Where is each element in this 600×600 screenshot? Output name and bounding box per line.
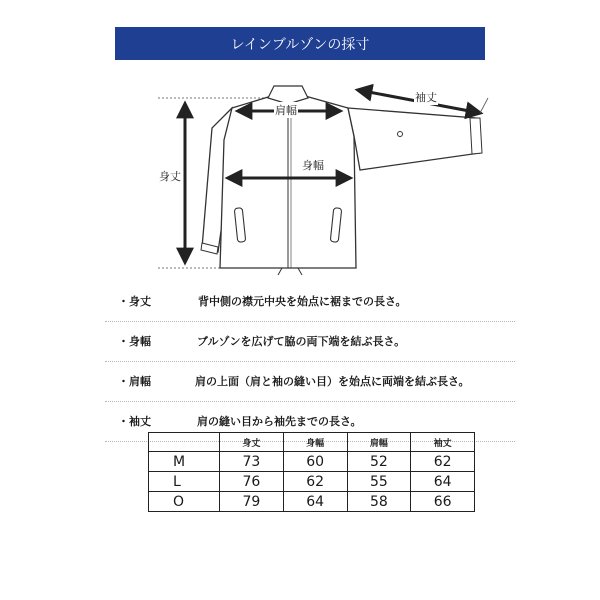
table-cell: 66 (411, 492, 475, 512)
table-cell: 55 (347, 472, 411, 492)
title-banner (115, 27, 485, 60)
length-label: 身丈 (159, 170, 181, 183)
size-label: O (149, 492, 220, 512)
table-cell: 73 (220, 452, 284, 472)
chest-label: 身幅 (302, 159, 324, 172)
table-header-row (149, 433, 475, 452)
table-header-cell (149, 433, 220, 452)
table-cell: 64 (283, 492, 347, 512)
right-cuff (470, 118, 482, 154)
definition-text: 背中側の襟元中央を始点に裾までの長さ。 (198, 295, 407, 308)
table-row (149, 472, 475, 492)
jacket-illustration (150, 78, 500, 278)
definition-text: ブルゾンを広げて脇の両下端を結ぶ長さ。 (197, 335, 406, 348)
table-header-cell: 身幅 (283, 433, 347, 452)
definition-row (105, 322, 515, 362)
definition-text: 肩の上面（肩と袖の縫い目）を始点に両端を結ぶ長さ。 (195, 375, 470, 388)
table-row (149, 452, 475, 472)
size-table (148, 432, 475, 512)
table-cell: 58 (347, 492, 411, 512)
table-header-cell: 袖丈 (411, 433, 475, 452)
table-cell: 79 (220, 492, 284, 512)
right-sleeve (348, 108, 480, 170)
definition-row (105, 282, 515, 322)
drawstring (278, 268, 282, 275)
size-label: M (149, 452, 220, 472)
size-label: L (149, 472, 220, 492)
table-row (149, 492, 475, 512)
definition-term: ・身幅 (118, 335, 151, 348)
table-header-cell: 肩幅 (347, 433, 411, 452)
definition-text: 肩の縫い目から袖先までの長さ。 (197, 415, 362, 428)
definition-term: ・身丈 (118, 295, 151, 308)
shoulder-label: 肩幅 (275, 104, 297, 117)
sleeve-guide (480, 98, 488, 113)
definition-row (105, 362, 515, 402)
table-cell: 64 (411, 472, 475, 492)
table-cell: 62 (411, 452, 475, 472)
table-cell: 62 (283, 472, 347, 492)
table-cell: 76 (220, 472, 284, 492)
definition-term: ・袖丈 (118, 415, 151, 428)
page-title: レインブルゾンの採寸 (230, 36, 370, 53)
sleeve-label: 袖丈 (415, 91, 437, 104)
measurement-definitions (105, 282, 515, 442)
table-cell: 52 (347, 452, 411, 472)
definition-term: ・肩幅 (118, 375, 151, 388)
table-cell: 60 (283, 452, 347, 472)
table-header-cell: 身丈 (220, 433, 284, 452)
